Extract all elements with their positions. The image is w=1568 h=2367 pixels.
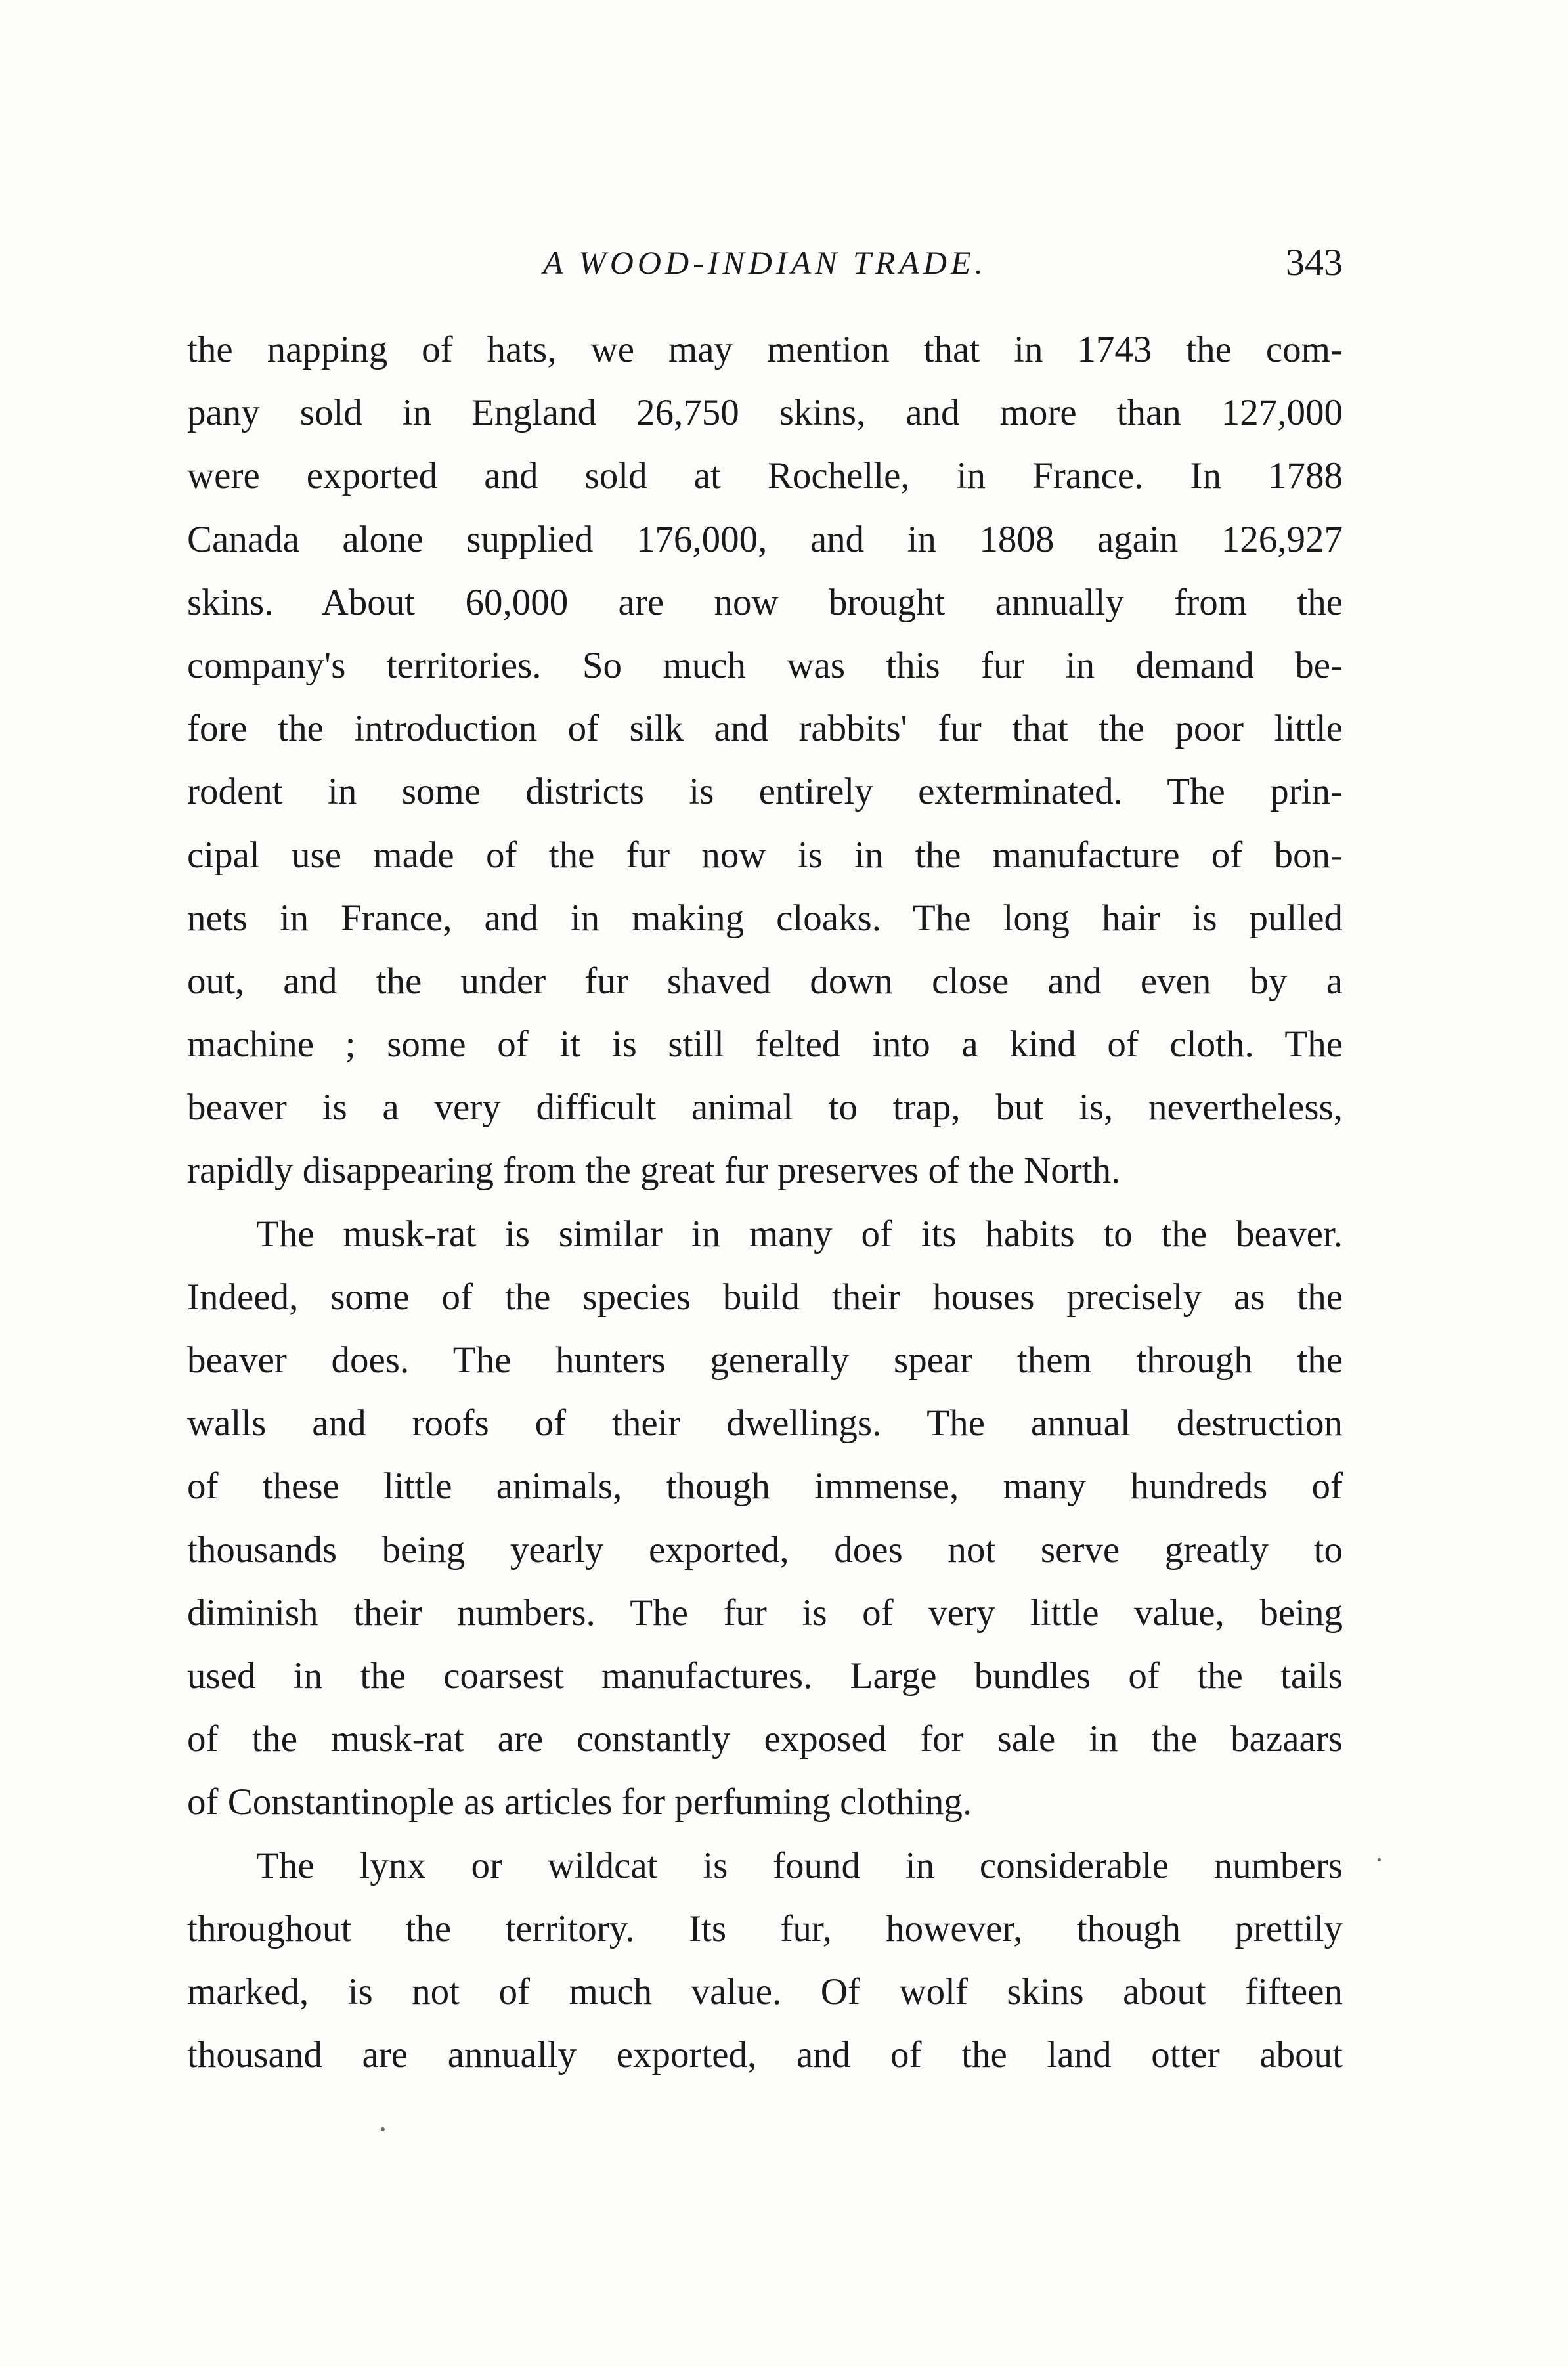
text-line: were exported and sold at Rochelle, in France. In 1788 <box>187 455 1343 497</box>
text-line: the napping of hats, we may mention that in 1743 the com- <box>187 329 1343 370</box>
text-line: The lynx or wildcat is found in considerable numbers <box>256 1844 1343 1886</box>
text-line: cipal use made of the fur now is in the manufacture of bon- <box>187 834 1343 876</box>
text-line: used in the coarsest manufactures. Large bundles of the tails <box>187 1655 1343 1697</box>
text-line: thousands being yearly exported, does not serve greatly to <box>187 1529 1343 1571</box>
text-line: rapidly disappearing from the great fur preserves of the North. <box>187 1150 1121 1192</box>
scan-speck <box>381 2127 385 2131</box>
running-title: A WOOD-INDIAN TRADE. <box>543 244 987 281</box>
text-line: rodent in some districts is entirely exterminated. The prin- <box>187 771 1343 813</box>
text-line: nets in France, and in making cloaks. The long hair is pulled <box>187 897 1343 939</box>
body-text <box>187 318 1343 2087</box>
scan-speck <box>1378 1858 1381 1861</box>
text-line: thousand are annually exported, and of the land otter about <box>187 2034 1343 2076</box>
text-line: The musk-rat is similar in many of its habits to the beaver. <box>256 1213 1343 1255</box>
text-line: beaver is a very difficult animal to trap, but is, nevertheless, <box>187 1087 1343 1129</box>
text-line: of Constantinople as articles for perfuming clothing. <box>187 1781 972 1823</box>
text-line: Canada alone supplied 176,000, and in 1808 again 126,927 <box>187 518 1343 560</box>
text-line: of the musk-rat are constantly exposed for sale in the bazaars <box>187 1718 1343 1760</box>
text-line: skins. About 60,000 are now brought annually from the <box>187 581 1343 623</box>
text-line: fore the introduction of silk and rabbits' fur that the poor little <box>187 708 1343 750</box>
text-line: throughout the territory. Its fur, however, though prettily <box>187 1907 1343 1949</box>
text-line: beaver does. The hunters generally spear them through the <box>187 1339 1343 1381</box>
text-line: walls and roofs of their dwellings. The annual destruction <box>187 1402 1343 1444</box>
running-header <box>187 233 1343 292</box>
text-line: diminish their numbers. The fur is of very little value, being <box>187 1592 1343 1634</box>
text-line: company's territories. So much was this fur in demand be- <box>187 644 1343 686</box>
page-number: 343 <box>1286 241 1343 284</box>
text-line: out, and the under fur shaved down close and even by a <box>187 960 1343 1002</box>
text-line: Indeed, some of the species build their houses precisely as the <box>187 1276 1343 1318</box>
text-line: marked, is not of much value. Of wolf skins about fifteen <box>187 1970 1343 2012</box>
text-line: pany sold in England 26,750 skins, and more than 127,000 <box>187 392 1343 434</box>
text-line: machine ; some of it is still felted into a kind of cloth. The <box>187 1024 1343 1066</box>
text-line: of these little animals, though immense, many hundreds of <box>187 1466 1343 1508</box>
